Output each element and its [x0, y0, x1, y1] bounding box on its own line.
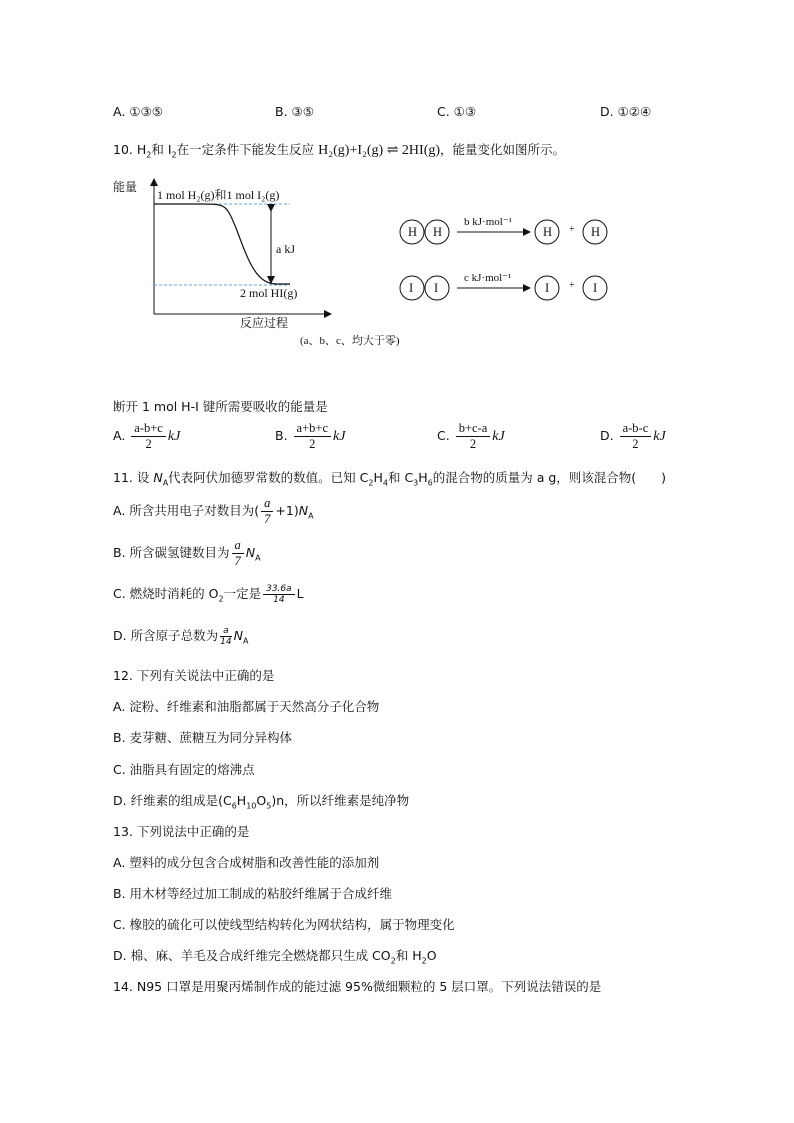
y-axis-label: 能量 [113, 180, 138, 194]
diagram-note: (a、b、c、均大于零) [300, 335, 400, 347]
ii-energy-label: c kJ·mol⁻¹ [464, 272, 512, 284]
hh-energy-label: b kJ·mol⁻¹ [464, 216, 512, 228]
q13-option-a: A. 塑料的成分包含合成树脂和改善性能的添加剂 [113, 855, 380, 870]
q11-stem: 11. 设 $N_A$代表阿伏加德罗常数的数值。已知 $C_2H_4$和 $C_3H_6$的混合物的质量为 a g，则该混合物( ) [113, 470, 667, 488]
h-letter-3: H [543, 225, 553, 239]
plus-1: + [569, 224, 575, 235]
i-letter-4: I [593, 281, 598, 295]
q14-stem: 14. N95 口罩是用聚丙烯制作成的能过滤 95%微细颗粒的 5 层口罩。下列说法错误的是 [113, 979, 602, 994]
plus-2: + [569, 280, 575, 291]
i-letter-3: I [545, 281, 550, 295]
q9-option-a: A. ①③⑤ [113, 104, 163, 119]
q10-equation: H₂(g)+I₂(g) ⇌ 2HI(g) [318, 143, 441, 158]
delta-label: a kJ [276, 242, 295, 256]
q13-option-c: C. 橡胶的硫化可以使线型结构转化为网状结构，属于物理变化 [113, 917, 455, 932]
q10-option-a: A. $\frac{a-b+c}{2}$ kJ [113, 421, 181, 451]
q11-option-b: B. 所含碳氢键数目为 $\frac{a}{7}$ $N_A$ [113, 538, 261, 568]
x-axis-label: 反应过程 [240, 316, 289, 330]
q11-option-d: D. 所含原子总数为 $\frac{a}{14}$ $N_A$ [113, 626, 249, 647]
q9-option-d: D. ①②④ [600, 104, 652, 119]
i-letter-2: I [434, 281, 439, 295]
q9-option-b: B. ③⑤ [275, 104, 314, 119]
q10-option-c: C. $\frac{b+c-a}{2}$ kJ [437, 421, 505, 451]
q12-option-c: C. 油脂具有固定的熔沸点 [113, 762, 255, 777]
h-letter-4: H [591, 225, 601, 239]
q10-option-b: B. $\frac{a+b+c}{2}$ kJ [275, 421, 346, 451]
q10-stem: 10. $H_2$和 $I_2$在一定条件下能发生反应 H₂(g)+I₂(g) ⇌ 2HI(g)，能量变化如图所示。 [113, 142, 566, 160]
i-letter-1: I [409, 281, 414, 295]
h-letter-2: H [433, 225, 443, 239]
q12-option-a: A. 淀粉、纤维素和油脂都属于天然高分子化合物 [113, 699, 380, 714]
q10-option-d: D. $\frac{a-b-c}{2}$ kJ [600, 421, 666, 451]
q11-option-c: C. 燃烧时消耗的 $O_2$一定是 $\frac{33.6a}{14}$ L [113, 584, 304, 605]
bottom-level-label: 2 mol HI(g) [240, 286, 298, 300]
q12-option-b: B. 麦芽糖、蔗糖互为同分异构体 [113, 730, 293, 745]
h-letter-1: H [408, 225, 418, 239]
q9-option-c: C. ①③ [437, 104, 477, 119]
q13-option-d: D. 棉、麻、羊毛及合成纤维完全燃烧都只生成 $CO_2$和 $H_2O$ [113, 948, 437, 966]
energy-curve [154, 204, 290, 284]
q12-stem: 12. 下列有关说法中正确的是 [113, 668, 275, 683]
q11-option-a: A. 所含共用电子对数目为( $\frac{a}{7}$ $+1)N_A$ [113, 496, 314, 526]
q12-option-d: D. 纤维素的组成是$(C_6H_{10}O_5)n$，所以纤维素是纯净物 [113, 793, 410, 811]
q13-option-b: B. 用木材等经过加工制成的粘胶纤维属于合成纤维 [113, 886, 393, 901]
q10-question: 断开 1 mol H-I 键所需要吸收的能量是 [113, 399, 328, 414]
top-level-label: 1 mol H₂(g)和1 mol I₂(g) [157, 188, 280, 202]
q13-stem: 13. 下列说法中正确的是 [113, 824, 250, 839]
